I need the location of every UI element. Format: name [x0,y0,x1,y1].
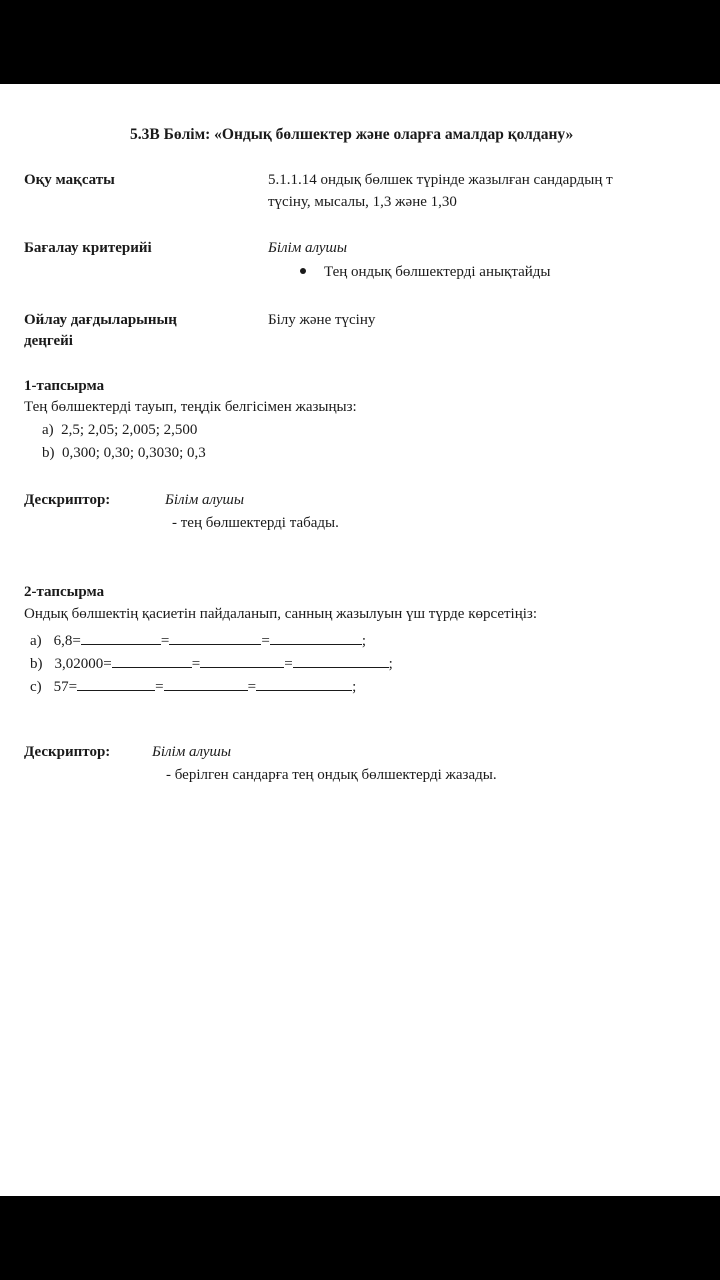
equals-sign: = [284,656,293,672]
bullet-icon [300,268,306,274]
item-prefix: 6,8= [53,633,81,649]
equals-sign: = [261,633,270,649]
answer-blank[interactable] [200,653,284,668]
skills-label-line-2: деңгейі [24,333,73,349]
task2-heading: 2-тапсырма [24,584,105,600]
item-text: 2,5; 2,05; 2,005; 2,500 [61,422,198,438]
answer-blank[interactable] [164,676,248,691]
criteria-bullet-text: Тең ондық бөлшектерді анықтайды [324,264,551,280]
answer-blank[interactable] [169,630,261,645]
task1-descriptor-text: - тең бөлшектерді табады. [172,515,339,531]
equals-sign: = [247,679,257,695]
equals-sign: = [191,656,201,672]
line-end: ; [361,633,366,649]
item-marker: c) [30,679,42,695]
skills-value: Білу және түсіну [268,312,376,328]
task1-descriptor-lead: Білім алушы [165,492,245,508]
item-text: 0,300; 0,30; 0,3030; 0,3 [62,445,206,461]
task1-instruction: Тең бөлшектерді тауып, теңдік белгісімен жазыңыз: [24,399,357,415]
goal-line-2: түсіну, мысалы, 1,3 және 1,30 [268,194,457,210]
answer-blank[interactable] [77,676,155,691]
answer-blank[interactable] [293,653,389,668]
section-title: 5.3В Бөлім: «Ондық бөлшектер және оларға амалдар қолдану» [130,126,574,143]
task2-instruction: Ондық бөлшектің қасиетін пайдаланып, санның жазылуын үш түрде көрсетіңіз: [24,606,537,622]
document-page [0,84,720,1196]
item-marker: a) [42,422,54,438]
task1-item-a [42,422,197,439]
criteria-lead: Білім алушы [268,240,348,256]
equals-sign: = [160,633,170,649]
task2-descriptor-lead: Білім алушы [152,744,232,760]
task2-item-a [30,630,366,650]
item-prefix: 3,02000= [54,656,112,672]
answer-blank[interactable] [256,676,352,691]
task1-descriptor-label: Дескриптор: [24,492,111,508]
answer-blank[interactable] [112,653,192,668]
task1-item-b [42,445,206,462]
goal-line-1: 5.1.1.14 ондық бөлшек түрінде жазылған сандардың т [268,172,613,188]
item-marker: a) [30,633,42,649]
line-end: ; [388,656,393,672]
item-prefix: 57= [53,679,78,695]
task2-descriptor-text: - берілген сандарға тең ондық бөлшектерді жазады. [166,767,497,783]
answer-blank[interactable] [81,630,161,645]
answer-blank[interactable] [270,630,362,645]
task2-item-b [30,653,393,673]
task2-descriptor-label: Дескриптор: [24,744,111,760]
skills-label-line-1: Ойлау дағдыларының [24,312,177,328]
item-marker: b) [42,445,55,461]
task1-heading: 1-тапсырма [24,378,105,394]
task2-item-c [30,676,356,696]
criteria-bullet-item [300,264,550,281]
item-marker: b) [30,656,43,672]
goal-label: Оқу мақсаты [24,172,115,188]
equals-sign: = [155,679,164,695]
line-end: ; [352,679,357,695]
criteria-label: Бағалау критерийі [24,240,152,256]
